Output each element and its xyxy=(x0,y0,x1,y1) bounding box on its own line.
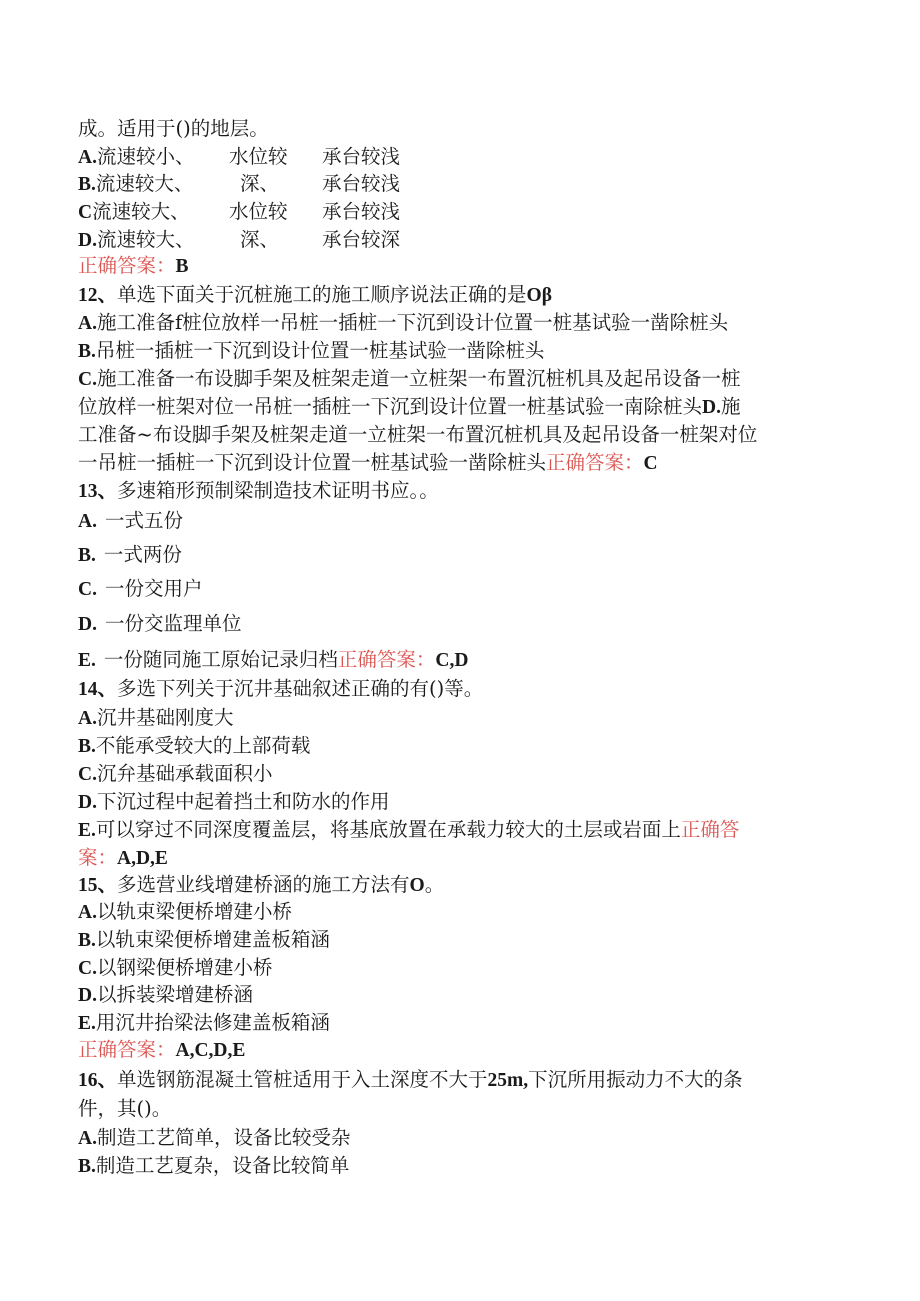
q13-option-c: C. 一份交用户 xyxy=(78,577,203,600)
q11-option-d: D.流速较大、 深、 承台较深 xyxy=(78,228,401,251)
q15-stem: 15、多选营业线增建桥涵的施工方法有O。 xyxy=(78,873,445,896)
q15-option-d: D.以拆装梁增建桥涵 xyxy=(78,983,253,1006)
q12-stem: 12、单选下面关于沉桩施工的施工顺序说法正确的是Oβ xyxy=(78,283,552,306)
q13-option-d: D. 一份交监理单位 xyxy=(78,612,242,635)
q13-option-a: A. 一式五份 xyxy=(78,509,183,532)
q16-option-a: A.制造工艺简单，设备比较受杂 xyxy=(78,1126,351,1149)
q12-option-d-line2: 工准备~布设脚手架及桩架走道一立桩架一布置沉桩机具及起吊设备一桩架对位 xyxy=(78,423,758,446)
q14-option-a: A.沉井基础刚度大 xyxy=(78,706,234,729)
q14-option-e: E.可以穿过不同深度覆盖层，将基底放置在承载力较大的土层或岩面上正确答 xyxy=(78,818,740,841)
q11-answer: 正确答案：B xyxy=(78,254,189,277)
q14-stem: 14、多选下列关于沉井基础叙述正确的有()等。 xyxy=(78,677,484,700)
q11-stem-tail: 成。适用于()的地层。 xyxy=(78,117,269,140)
q14-option-b: B.不能承受较大的上部荷载 xyxy=(78,734,311,757)
q12-option-d-line3: 一吊桩一插桩一下沉到设计位置一桩基试验一凿除桩头正确答案：C xyxy=(78,451,658,474)
q15-option-a: A.以轨束梁便桥增建小桥 xyxy=(78,900,292,923)
q13-option-b: B. 一式两份 xyxy=(78,543,182,566)
q14-answer: 案：A,D,E xyxy=(78,846,168,869)
q13-stem: 13、多速箱形预制梁制造技术证明书应。。 xyxy=(78,479,439,502)
q15-option-c: C.以钢梁便桥增建小桥 xyxy=(78,956,273,979)
q13-option-e: E. 一份随同施工原始记录归档正确答案：C,D xyxy=(78,648,469,671)
q15-option-b: B.以轨束梁便桥增建盖板箱涵 xyxy=(78,928,330,951)
q12-option-a: A.施工准备f桩位放样一吊桩一插桩一下沉到设计位置一桩基试验一凿除桩头 xyxy=(78,311,729,334)
q16-stem-line1: 16、单选钢筋混凝土管桩适用于入土深度不大于25m,下沉所用振动力不大的条 xyxy=(78,1068,743,1091)
q11-option-b: B.流速较大、 深、 承台较浅 xyxy=(78,172,401,195)
q12-option-c-line1: C.施工准备一布设脚手架及桩架走道一立桩架一布置沉桩机具及起吊设备一桩 xyxy=(78,367,741,390)
q15-option-e: E.用沉井抬梁法修建盖板箱涵 xyxy=(78,1011,330,1034)
q12-option-b: B.吊桩一插桩一下沉到设计位置一桩基试验一凿除桩头 xyxy=(78,339,545,362)
q12-option-c-line2: 位放样一桩架对位一吊桩一插桩一下沉到设计位置一桩基试验一南除桩头D.施 xyxy=(78,395,741,418)
q14-option-c: C.沉弁基础承载面积小 xyxy=(78,762,273,785)
q14-option-d: D.下沉过程中起着挡土和防水的作用 xyxy=(78,790,390,813)
q15-answer: 正确答案：A,C,D,E xyxy=(78,1038,246,1061)
q16-option-b: B.制造工艺夏杂，设备比较简单 xyxy=(78,1154,350,1177)
q16-stem-line2: 件，其()。 xyxy=(78,1097,172,1120)
q11-option-c: C流速较大、 水位较 承台较浅 xyxy=(78,200,401,223)
q11-option-a: A.流速较小、 水位较 承台较浅 xyxy=(78,145,401,168)
